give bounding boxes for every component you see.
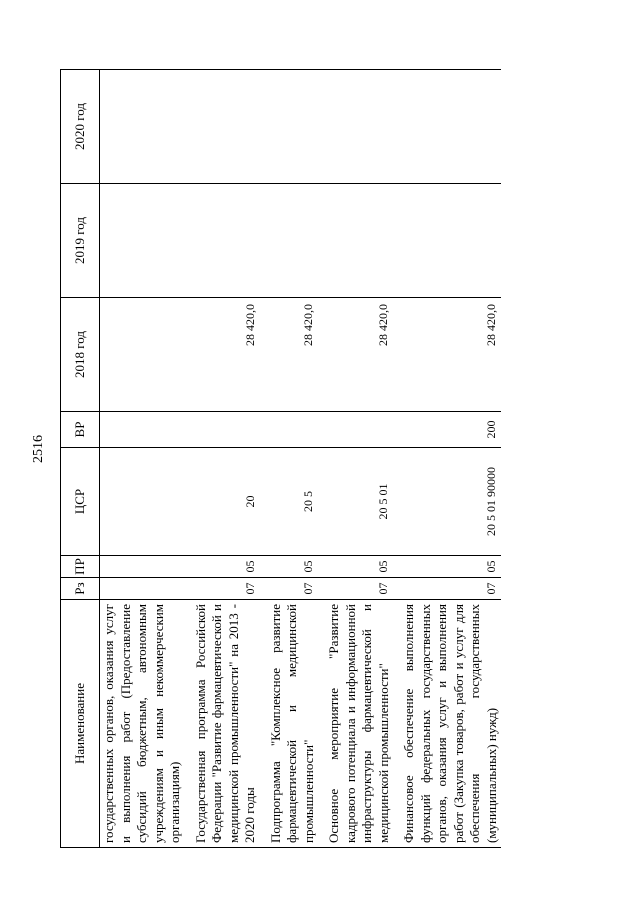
row-pr: 05 [318, 556, 393, 578]
table-row [100, 70, 185, 848]
header-rz: Рз [61, 578, 100, 600]
row-rz: 07 [393, 578, 501, 600]
row-rz: 07 [260, 578, 319, 600]
table-row [318, 70, 393, 848]
row-2018 [100, 298, 185, 412]
row-name: государственных органов, оказания услуг и выполнения работ (Предоставление субсидий бюджетным, автономным учреждениям и иным некоммерческим организациям) [100, 600, 185, 848]
row-rz: 07 [318, 578, 393, 600]
row-2019 [185, 184, 260, 298]
row-csr: 20 5 01 [318, 448, 393, 556]
row-csr: 20 [185, 448, 260, 556]
row-pr: 05 [260, 556, 319, 578]
header-name: Наименование [61, 600, 100, 848]
row-csr [100, 448, 185, 556]
row-name: Финансовое обеспечение выполнения функций федеральных государственных органов, оказания услуг и выполнения работ (Закупка товаров, работ и услуг для обеспечения государственных (муниципальных) нужд) [393, 600, 501, 848]
row-2020 [393, 70, 501, 184]
row-vr: 200 [393, 412, 501, 448]
budget-table [60, 69, 501, 848]
header-vr: ВР [61, 412, 100, 448]
row-vr [185, 412, 260, 448]
table-row [185, 70, 260, 848]
row-pr: 05 [185, 556, 260, 578]
row-2018: 28 420,0 [393, 298, 501, 412]
header-2018: 2018 год [61, 298, 100, 412]
row-2018: 28 420,0 [185, 298, 260, 412]
row-2019 [393, 184, 501, 298]
row-csr: 20 5 [260, 448, 319, 556]
row-pr [100, 556, 185, 578]
row-name: Основное мероприятие "Развитие кадрового потенциала и информационной инфраструктуры фармацевтической и медицинской промышленности" [318, 600, 393, 848]
row-2019 [100, 184, 185, 298]
page-number: 2516 [31, 435, 46, 463]
row-rz: 07 [185, 578, 260, 600]
row-2020 [260, 70, 319, 184]
header-csr: ЦСР [61, 448, 100, 556]
header-2019: 2019 год [61, 184, 100, 298]
row-vr [260, 412, 319, 448]
header-2020: 2020 год [61, 70, 100, 184]
row-name: Подпрограмма "Комплексное развитие фармацевтической и медицинской промышленности" [260, 600, 319, 848]
row-vr [318, 412, 393, 448]
header-pr: ПР [61, 556, 100, 578]
row-name: Государственная программа Российской Федерации "Развитие фармацевтической и медицинской промышленности" на 2013 - 2020 годы [185, 600, 260, 848]
row-2020 [318, 70, 393, 184]
row-2020 [185, 70, 260, 184]
row-csr: 20 5 01 90000 [393, 448, 501, 556]
table-row [393, 70, 501, 848]
row-2019 [260, 184, 319, 298]
row-pr: 05 [393, 556, 501, 578]
table-row [260, 70, 319, 848]
header-row [61, 70, 100, 848]
row-vr [100, 412, 185, 448]
row-2020 [100, 70, 185, 184]
row-2019 [318, 184, 393, 298]
row-2018: 28 420,0 [318, 298, 393, 412]
row-2018: 28 420,0 [260, 298, 319, 412]
row-rz [100, 578, 185, 600]
rotated-table-wrapper [60, 70, 595, 848]
